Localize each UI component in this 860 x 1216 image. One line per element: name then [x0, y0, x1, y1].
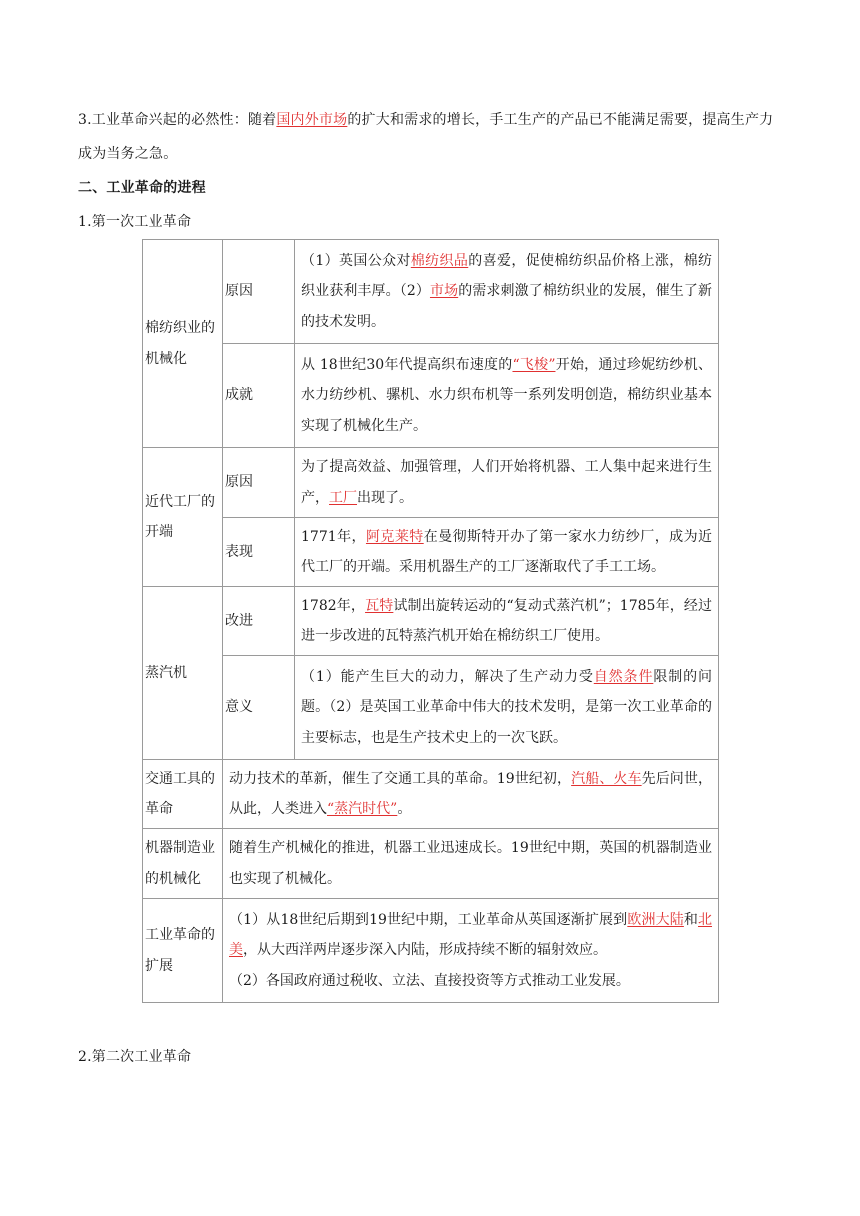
- subheading-second-revolution: 2.第二次工业革命: [78, 1049, 192, 1065]
- cell-text: [295, 240, 719, 344]
- sub-label: 原因: [223, 448, 295, 518]
- keyword: 国内外市场: [276, 112, 348, 128]
- sub-label: 成就: [223, 344, 295, 448]
- text: 为了提高效益、加强管理，人们开始将机器、工人集中起来进行生产，: [301, 459, 712, 506]
- table-row: [143, 760, 719, 829]
- table-row: [143, 899, 719, 1003]
- text: 的需求刺激了棉纺织业的发展，催生了新的技术发明。: [301, 283, 712, 330]
- keyword: 市场: [429, 283, 459, 300]
- table-row: [143, 587, 719, 656]
- cell-text: [295, 448, 719, 518]
- sub-label: 原因: [223, 240, 295, 344]
- text: 1771年，: [301, 528, 366, 545]
- text: ，从大西洋两岸逐步深入内陆，形成持续不断的辐射效应。: [243, 942, 607, 959]
- first-revolution-table: [142, 239, 719, 1003]
- text: 的喜爱，促使棉纺织品价格上涨，棉纺织业获利丰厚。（2）: [301, 252, 713, 300]
- row-label: 近代工厂的开端: [143, 448, 223, 587]
- text: 在曼彻斯特开办了第一家水力纺纱厂，成为近代工厂的开端。采用机器生产的工厂逐渐取代了手工工场。: [301, 528, 713, 575]
- text: 1782年，: [301, 597, 366, 614]
- cell-text: [223, 760, 719, 829]
- text: 的扩大和需求的增长，手工生产的产品已不能满足需要，提高生产力成为当务之急。: [78, 112, 774, 162]
- expansion-point-1: [229, 905, 712, 966]
- table-row: [143, 448, 719, 518]
- row-label: 工业革命的扩展: [143, 899, 223, 1003]
- text: 先后问世，从此，人类进入: [229, 770, 712, 817]
- paragraph-item-3: [78, 103, 784, 171]
- subheading-first-revolution: 1.第一次工业革命: [78, 214, 192, 230]
- cell-text: [295, 587, 719, 656]
- text: 开始，通过珍妮纺纱机、水力纺纱机、骡机、水力织布机等一系列发明创造，棉纺织业基本实现了机械化生产。: [301, 356, 712, 434]
- keyword: 瓦特: [365, 597, 394, 614]
- table-row: [143, 518, 719, 587]
- keyword: 汽船、火车: [571, 770, 642, 787]
- table-row: [143, 344, 719, 448]
- keyword: “飞梭”: [512, 356, 556, 373]
- text: 和: [683, 911, 699, 928]
- table-row: [143, 656, 719, 760]
- table-row: [143, 829, 719, 899]
- sub-label: 表现: [223, 518, 295, 587]
- keyword: 阿克莱特: [365, 528, 424, 545]
- text: 3.工业革命兴起的必然性：随着: [78, 112, 277, 128]
- sub-label: 改进: [223, 587, 295, 656]
- text: （1）能产生巨大的动力，解决了生产动力受: [301, 668, 594, 685]
- keyword: “蒸汽时代”: [327, 801, 398, 817]
- row-label: 交通工具的革命: [143, 760, 223, 829]
- table-row: [143, 240, 719, 344]
- text: 。: [397, 801, 412, 817]
- text: 限制的问题。（2）是英国工业革命中伟大的技术发明，是第一次工业革命的主要标志，也是生产技术史上的一次飞跃。: [301, 668, 713, 746]
- keyword: 欧洲大陆: [627, 911, 684, 928]
- keyword: 棉纺织品: [410, 252, 469, 269]
- text: 出现了。: [357, 489, 413, 506]
- cell-text: [295, 656, 719, 760]
- cell-text: [295, 518, 719, 587]
- row-label: 棉纺织业的机械化: [143, 240, 223, 448]
- keyword: 工厂: [329, 489, 357, 506]
- row-label: 蒸汽机: [143, 587, 223, 760]
- text: （1）从18世纪后期到19世纪中期，工业革命从英国逐渐扩展到: [229, 911, 628, 928]
- text: 从 18世纪30年代提高织布速度的: [301, 356, 513, 373]
- section-heading: 二、工业革命的进程: [78, 180, 206, 196]
- sub-label: 意义: [223, 656, 295, 760]
- text: 动力技术的革新，催生了交通工具的革命。19世纪初，: [229, 770, 572, 787]
- expansion-point-2: （2）各国政府通过税收、立法、直接投资等方式推动工业发展。: [229, 972, 630, 989]
- cell-text: 随着生产机械化的推进，机器工业迅速成长。19世纪中期，英国的机器制造业也实现了机械化。: [223, 829, 719, 899]
- text: 试制出旋转运动的“复动式蒸汽机”；1785年，经过进一步改进的瓦特蒸汽机开始在棉纺织工厂使用。: [301, 597, 712, 644]
- row-label: 机器制造业的机械化: [143, 829, 223, 899]
- text: （1）英国公众对: [301, 252, 411, 269]
- cell-text: [223, 899, 719, 1003]
- keyword: 自然条件: [593, 668, 654, 685]
- keyword: 北美: [229, 911, 713, 959]
- cell-text: [295, 344, 719, 448]
